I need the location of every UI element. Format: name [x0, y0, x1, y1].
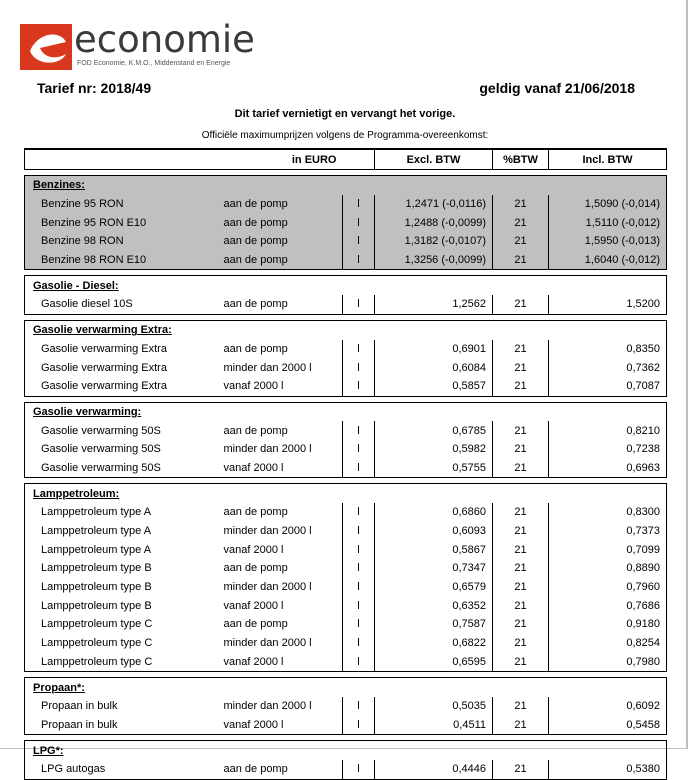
btw-percent-cell: 21	[493, 358, 549, 377]
price-table	[24, 148, 667, 780]
unit-header	[343, 149, 375, 170]
price-incl-btw-cell: 1,5110 (-0,012)	[549, 213, 667, 232]
unit-cell: l	[343, 522, 375, 541]
price-excl-btw-cell: 1,2488 (-0,0099)	[375, 213, 493, 232]
price-excl-btw-cell: 1,2562	[375, 295, 493, 314]
btw-percent-cell: 21	[493, 596, 549, 615]
table-row	[25, 559, 667, 578]
btw-percent-cell: 21	[493, 522, 549, 541]
product-name-cell: Gasolie verwarming Extra	[25, 358, 218, 377]
price-incl-btw-cell: 1,5200	[549, 295, 667, 314]
price-incl-btw-cell: 1,6040 (-0,012)	[549, 251, 667, 270]
condition-cell: aan de pomp	[218, 760, 343, 779]
condition-cell: aan de pomp	[218, 295, 343, 314]
pct-btw-header: %BTW	[493, 149, 549, 170]
condition-cell: vanaf 2000 l	[223, 543, 284, 556]
replacement-notice: Dit tarief vernietigt en vervangt het vorige.	[234, 108, 456, 120]
price-excl-btw-cell: 0,4511	[375, 716, 493, 735]
condition-cell: aan de pomp	[223, 562, 288, 575]
price-excl-btw-cell: 0,6352	[375, 596, 493, 615]
table-row	[25, 760, 667, 779]
price-excl-btw-cell: 0,6860	[375, 503, 493, 522]
product-name-cell: Gasolie verwarming Extra	[25, 377, 218, 396]
unit-cell: l	[343, 295, 375, 314]
btw-percent-cell: 21	[493, 634, 549, 653]
price-excl-btw-cell: 0,6595	[375, 653, 493, 672]
condition-cell: minder dan 2000 l	[223, 637, 312, 650]
unit-cell: l	[343, 503, 375, 522]
table-row	[25, 540, 667, 559]
price-excl-btw-cell: 0,6084	[375, 358, 493, 377]
price-incl-btw-cell: 1,5090 (-0,014)	[549, 195, 667, 214]
category-row	[25, 484, 667, 503]
table-row	[25, 358, 667, 377]
unit-cell: l	[343, 559, 375, 578]
product-name-cell: Lamppetroleum type C	[25, 634, 218, 653]
table-header-row	[25, 149, 667, 170]
btw-percent-cell: 21	[493, 459, 549, 478]
unit-cell: l	[343, 195, 375, 214]
official-prices-note: Officiële maximumprijzen volgens de Programma-overeenkomst:	[201, 130, 489, 141]
condition-cell: aan de pomp	[218, 213, 343, 232]
table-row	[25, 459, 667, 478]
price-excl-btw-cell: 0,6093	[375, 522, 493, 541]
table-row	[25, 697, 667, 716]
product-name-cell: Benzine 98 RON E10	[25, 251, 218, 270]
condition-cell: minder dan 2000 l	[223, 361, 312, 374]
price-incl-btw-cell: 0,7238	[549, 440, 667, 459]
unit-cell: l	[343, 615, 375, 634]
btw-percent-cell: 21	[493, 440, 549, 459]
product-name-cell: Benzine 95 RON	[25, 195, 218, 214]
incl-btw-header: Incl. BTW	[549, 149, 667, 170]
price-incl-btw-cell: 0,7686	[549, 596, 667, 615]
price-excl-btw-cell: 0,6579	[375, 578, 493, 597]
condition-cell: aan de pomp	[218, 232, 343, 251]
category-row	[25, 678, 667, 697]
btw-percent-cell: 21	[493, 232, 549, 251]
price-excl-btw-cell: 0,7587	[375, 615, 493, 634]
price-incl-btw-cell: 0,8890	[549, 559, 667, 578]
price-incl-btw-cell: 0,8254	[549, 634, 667, 653]
price-incl-btw-cell: 0,7980	[549, 653, 667, 672]
currency-header: in EURO	[25, 149, 343, 170]
unit-cell: l	[343, 459, 375, 478]
product-name-cell: Lamppetroleum type B	[25, 596, 218, 615]
btw-percent-cell: 21	[493, 760, 549, 779]
table-row	[25, 716, 667, 735]
unit-cell: l	[343, 760, 375, 779]
tarief-number: Tarief nr: 2018/49	[37, 80, 152, 96]
economie-logo	[20, 18, 275, 72]
table-row	[25, 213, 667, 232]
btw-percent-cell: 21	[493, 377, 549, 396]
condition-cell: aan de pomp	[218, 195, 343, 214]
product-name-cell: Lamppetroleum type A	[25, 503, 218, 522]
btw-percent-cell: 21	[493, 559, 549, 578]
product-name-cell: Propaan in bulk	[25, 697, 218, 716]
condition-cell: minder dan 2000 l	[223, 525, 312, 538]
unit-cell: l	[343, 340, 375, 359]
table-row	[25, 503, 667, 522]
price-incl-btw-cell: 0,6092	[549, 697, 667, 716]
product-name-cell: Lamppetroleum type B	[25, 559, 218, 578]
price-table-body	[25, 170, 667, 780]
price-excl-btw-cell: 0,5867	[375, 540, 493, 559]
price-incl-btw-cell: 0,5458	[549, 716, 667, 735]
category-title: Benzines:	[25, 176, 667, 195]
table-row	[25, 440, 667, 459]
price-incl-btw-cell: 0,9180	[549, 615, 667, 634]
condition-cell: aan de pomp	[223, 618, 288, 631]
btw-percent-cell: 21	[493, 251, 549, 270]
product-name-cell: Lamppetroleum type B	[25, 578, 218, 597]
price-incl-btw-cell: 1,5950 (-0,013)	[549, 232, 667, 251]
economie-e-mark-icon	[20, 24, 72, 70]
condition-cell: minder dan 2000 l	[223, 700, 312, 713]
unit-cell: l	[343, 421, 375, 440]
category-title: Lamppetroleum:	[25, 484, 667, 503]
product-name-cell: Benzine 98 RON	[25, 232, 218, 251]
price-excl-btw-cell: 1,2471 (-0,0116)	[375, 195, 493, 214]
condition-cell: aan de pomp	[218, 251, 343, 270]
price-excl-btw-cell: 1,3182 (-0,0107)	[375, 232, 493, 251]
condition-cell: aan de pomp	[223, 506, 288, 519]
btw-percent-cell: 21	[493, 716, 549, 735]
product-name-cell: Lamppetroleum type A	[25, 522, 218, 541]
table-row	[25, 295, 667, 314]
price-excl-btw-cell: 0,6901	[375, 340, 493, 359]
price-incl-btw-cell: 0,7960	[549, 578, 667, 597]
unit-cell: l	[343, 358, 375, 377]
price-excl-btw-cell: 0,7347	[375, 559, 493, 578]
unit-cell: l	[343, 251, 375, 270]
unit-cell: l	[343, 634, 375, 653]
price-excl-btw-cell: 0,5755	[375, 459, 493, 478]
brand-name: economie	[74, 18, 255, 61]
product-name-cell: Gasolie verwarming 50S	[25, 421, 218, 440]
price-excl-btw-cell: 0,5982	[375, 440, 493, 459]
btw-percent-cell: 21	[493, 615, 549, 634]
product-name-cell: Gasolie verwarming Extra	[25, 340, 218, 359]
unit-cell: l	[343, 540, 375, 559]
category-row	[25, 402, 667, 421]
condition-cell: minder dan 2000 l	[223, 443, 312, 456]
unit-cell: l	[343, 440, 375, 459]
condition-cell: vanaf 2000 l	[218, 716, 343, 735]
product-name-cell: Lamppetroleum type C	[25, 615, 218, 634]
price-excl-btw-cell: 0,5035	[375, 697, 493, 716]
excl-btw-header: Excl. BTW	[375, 149, 493, 170]
category-title: LPG*:	[25, 741, 667, 760]
unit-cell: l	[343, 716, 375, 735]
condition-cell: vanaf 2000 l	[218, 377, 343, 396]
product-name-cell: Propaan in bulk	[25, 716, 218, 735]
category-row	[25, 276, 667, 295]
price-excl-btw-cell: 0,5857	[375, 377, 493, 396]
btw-percent-cell: 21	[493, 503, 549, 522]
price-incl-btw-cell: 0,5380	[549, 760, 667, 779]
condition-cell: minder dan 2000 l	[223, 581, 312, 594]
condition-cell: aan de pomp	[223, 424, 288, 437]
unit-cell: l	[343, 213, 375, 232]
price-incl-btw-cell: 0,7099	[549, 540, 667, 559]
price-incl-btw-cell: 0,7373	[549, 522, 667, 541]
product-name-cell: Benzine 95 RON E10	[25, 213, 218, 232]
price-excl-btw-cell: 0,6785	[375, 421, 493, 440]
table-row	[25, 522, 667, 541]
category-title: Propaan*:	[25, 678, 667, 697]
table-row	[25, 578, 667, 597]
price-incl-btw-cell: 0,7362	[549, 358, 667, 377]
table-row	[25, 596, 667, 615]
table-row	[25, 653, 667, 672]
btw-percent-cell: 21	[493, 340, 549, 359]
btw-percent-cell: 21	[493, 295, 549, 314]
condition-cell: vanaf 2000 l	[218, 653, 343, 672]
btw-percent-cell: 21	[493, 421, 549, 440]
price-incl-btw-cell: 0,8350	[549, 340, 667, 359]
price-incl-btw-cell: 0,8300	[549, 503, 667, 522]
btw-percent-cell: 21	[493, 195, 549, 214]
category-title: Gasolie verwarming:	[25, 402, 667, 421]
product-name-cell: Lamppetroleum type A	[25, 540, 218, 559]
btw-percent-cell: 21	[493, 213, 549, 232]
table-row	[25, 615, 667, 634]
product-name-cell: Gasolie verwarming 50S	[25, 440, 218, 459]
price-excl-btw-cell: 1,3256 (-0,0099)	[375, 251, 493, 270]
unit-cell: l	[343, 653, 375, 672]
table-row	[25, 251, 667, 270]
product-name-cell: Gasolie diesel 10S	[25, 295, 218, 314]
table-row	[25, 232, 667, 251]
price-incl-btw-cell: 0,7087	[549, 377, 667, 396]
table-row	[25, 634, 667, 653]
category-row	[25, 320, 667, 339]
unit-cell: l	[343, 596, 375, 615]
price-excl-btw-cell: 0,6822	[375, 634, 493, 653]
condition-cell: vanaf 2000 l	[218, 459, 343, 478]
price-excl-btw-cell: 0,4446	[375, 760, 493, 779]
product-name-cell: Lamppetroleum type C	[25, 653, 218, 672]
product-name-cell: Gasolie verwarming 50S	[25, 459, 218, 478]
table-row	[25, 377, 667, 396]
unit-cell: l	[343, 377, 375, 396]
condition-cell: vanaf 2000 l	[223, 599, 284, 612]
category-title: Gasolie verwarming Extra:	[25, 320, 667, 339]
price-incl-btw-cell: 0,8210	[549, 421, 667, 440]
category-row	[25, 176, 667, 195]
btw-percent-cell: 21	[493, 653, 549, 672]
btw-percent-cell: 21	[493, 540, 549, 559]
product-name-cell: LPG autogas	[25, 760, 218, 779]
condition-cell: aan de pomp	[223, 342, 288, 355]
category-row	[25, 741, 667, 760]
category-title: Gasolie - Diesel:	[25, 276, 667, 295]
valid-from-date: geldig vanaf 21/06/2018	[479, 80, 635, 96]
table-row	[25, 421, 667, 440]
brand-subtitle: FOD Economie, K.M.O., Middenstand en Energie	[77, 60, 231, 67]
unit-cell: l	[343, 232, 375, 251]
btw-percent-cell: 21	[493, 578, 549, 597]
table-row	[25, 340, 667, 359]
table-row	[25, 195, 667, 214]
unit-cell: l	[343, 697, 375, 716]
btw-percent-cell: 21	[493, 697, 549, 716]
unit-cell: l	[343, 578, 375, 597]
price-incl-btw-cell: 0,6963	[549, 459, 667, 478]
